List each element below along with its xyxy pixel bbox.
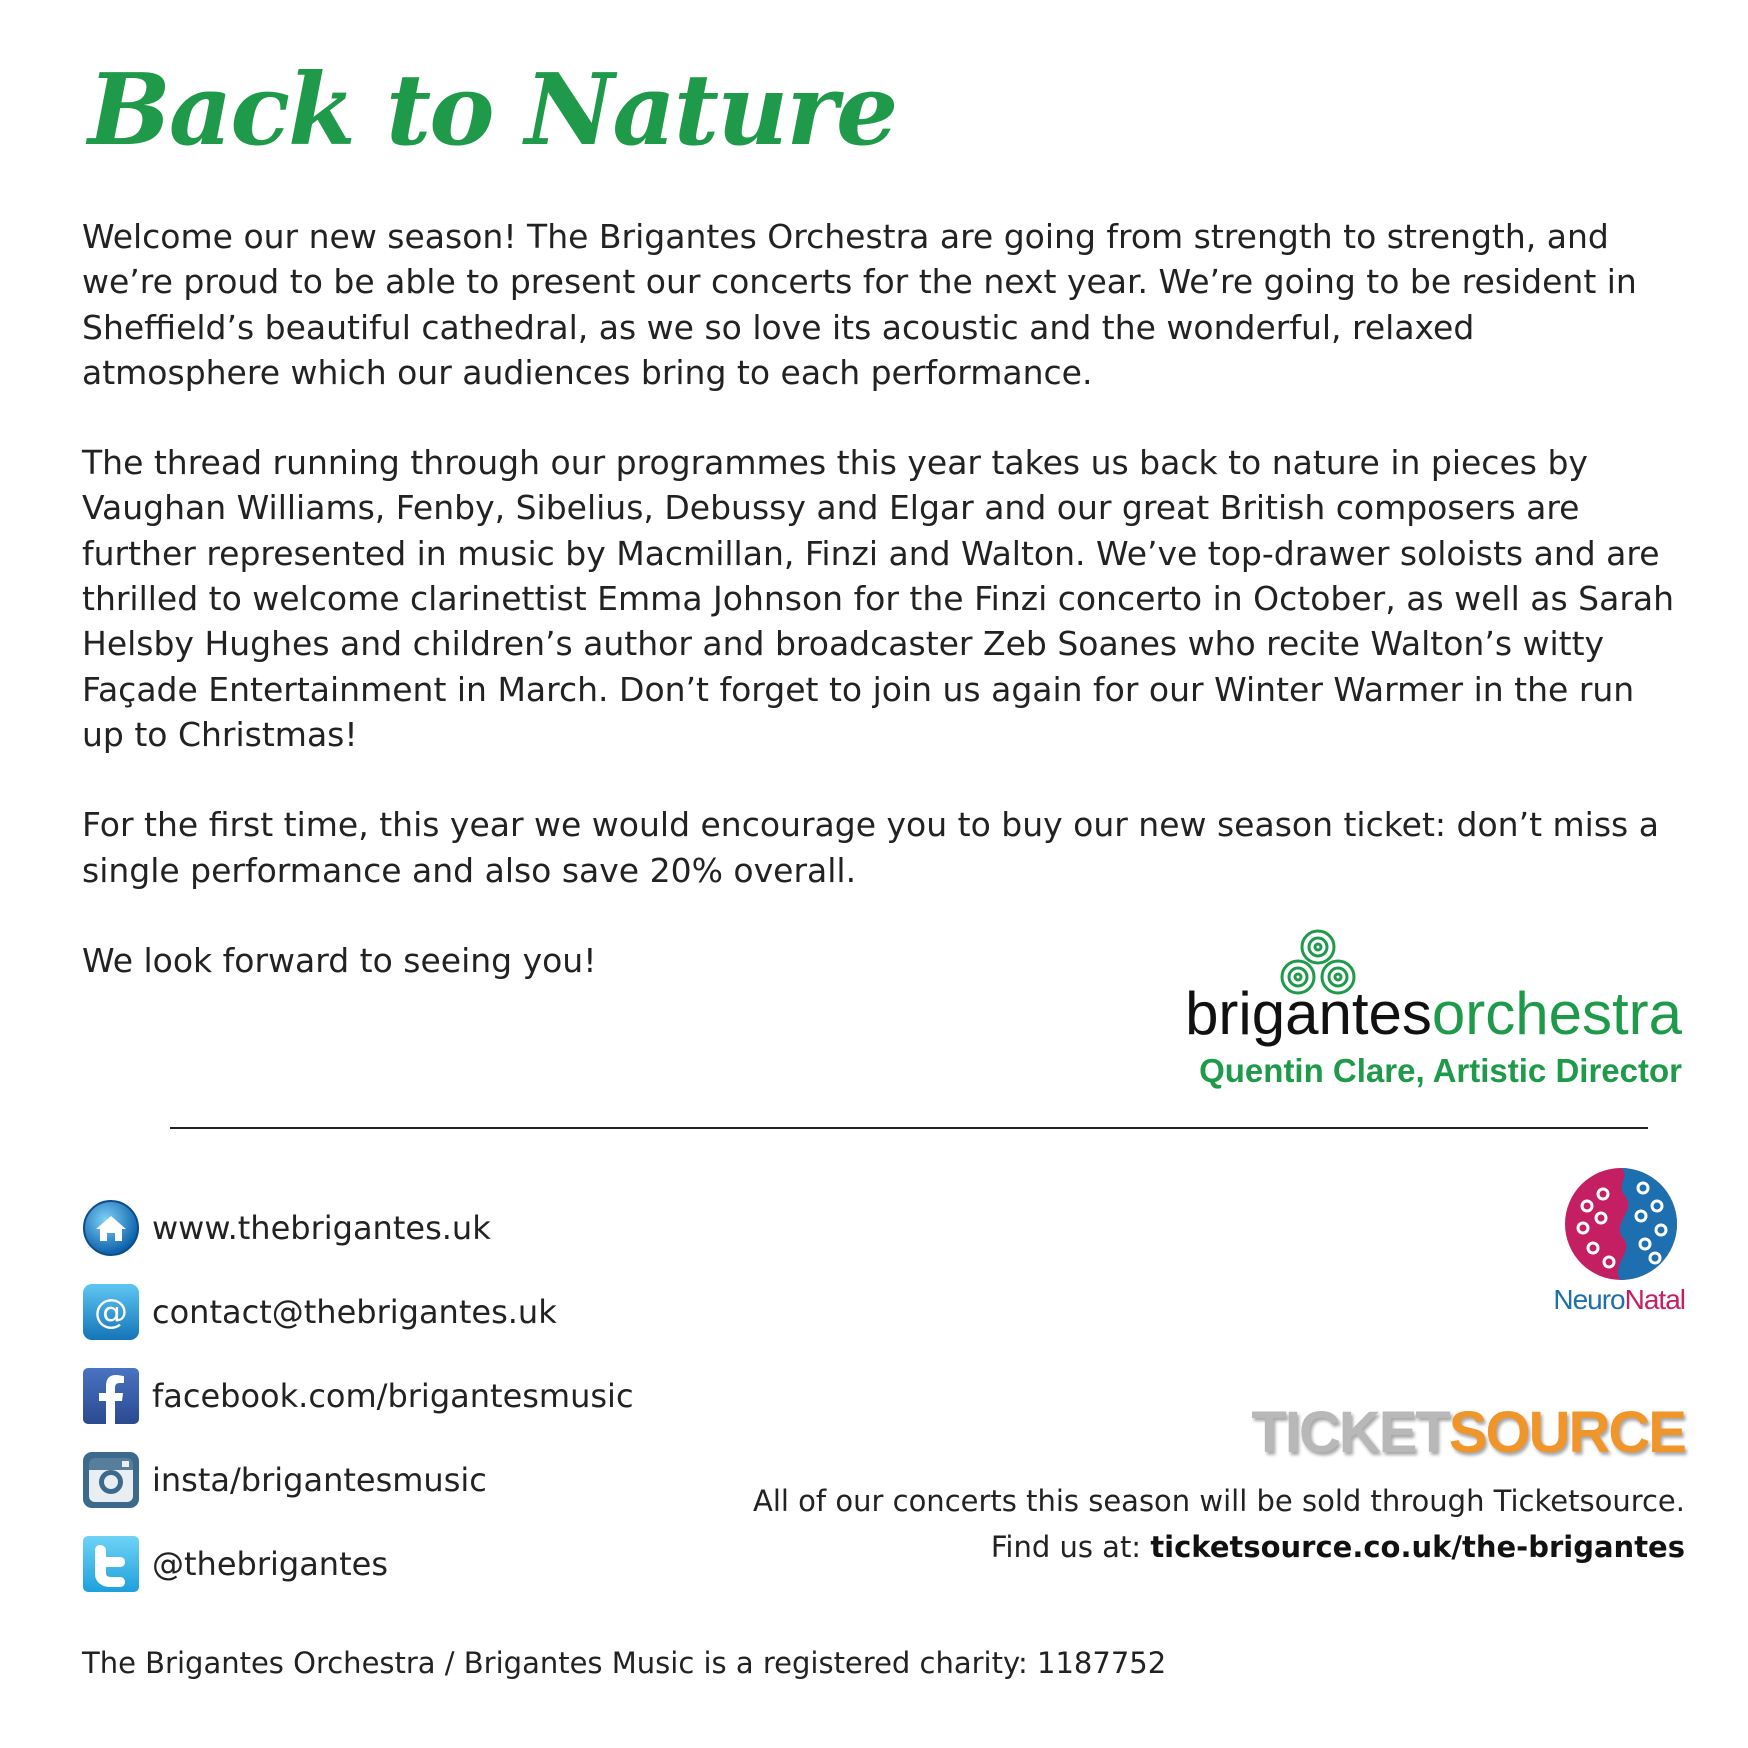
facebook-icon [82, 1367, 140, 1425]
page-title: Back to Nature [88, 53, 897, 168]
instagram-icon [82, 1451, 140, 1509]
contact-twitter[interactable] [82, 1522, 634, 1606]
email-link[interactable]: contact@thebrigantes.uk [152, 1293, 557, 1331]
divider [170, 1127, 1648, 1129]
artistic-director: Quentin Clare, Artistic Director [1199, 1052, 1682, 1089]
twitter-icon [82, 1535, 140, 1593]
website-link[interactable]: www.thebrigantes.uk [152, 1209, 491, 1247]
neuronatal-logo [1545, 1166, 1685, 1326]
ticketsource-logo [1251, 1400, 1685, 1465]
at-icon [82, 1283, 140, 1341]
ticketsource-wordmark-ticket: TICKET [1251, 1400, 1449, 1465]
paragraph-closing: We look forward to seeing you! [82, 940, 597, 980]
svg-text:@: @ [94, 1292, 128, 1332]
ticketsource-url-link[interactable]: ticketsource.co.uk/the-brigantes [1150, 1530, 1685, 1564]
contact-facebook[interactable] [82, 1354, 634, 1438]
contact-email[interactable] [82, 1270, 634, 1354]
ticketsource-note: All of our concerts this season will be sold through Ticketsource. [753, 1484, 1685, 1518]
facebook-link[interactable]: facebook.com/brigantesmusic [152, 1377, 634, 1415]
instagram-link[interactable]: insta/brigantesmusic [152, 1461, 487, 1499]
contact-website[interactable] [82, 1186, 634, 1270]
logo-wordmark [1185, 980, 1682, 1047]
neuronatal-wordmark-natal: Natal [1624, 1284, 1685, 1315]
contact-list [82, 1186, 634, 1606]
ticketsource-wordmark-source: SOURCE [1448, 1400, 1685, 1465]
find-us-prefix: Find us at: [990, 1530, 1151, 1564]
neuronatal-wordmark [1545, 1284, 1685, 1316]
twitter-handle[interactable]: @thebrigantes [152, 1545, 388, 1583]
ticketsource-find-line [991, 1530, 1685, 1564]
paragraph-programme: The thread running through our programmes this year takes us back to nature in pieces by Vaughan Williams, Fenby, Sibelius, Debussy and Elgar and our great British composers are further represented in music by Macmillan, Finzi and Walton. We’ve top-drawer soloists and are thrilled to welcome clarinettist Emma Johnson for the Finzi concerto in October, as well as Sarah Helsby Hughes and children’s author and broadcaster Zeb Soanes who recite Walton’s witty Façade Entertainment in March. Don’t forget to join us again for our Winter Warmer in the run up to Christmas! [82, 443, 1675, 754]
home-icon [82, 1199, 140, 1257]
charity-notice: The Brigantes Orchestra / Brigantes Music is a registered charity: 1187752 [82, 1646, 1167, 1680]
neuronatal-wordmark-neuro: Neuro [1553, 1284, 1625, 1315]
contact-instagram[interactable] [82, 1438, 634, 1522]
logo-wordmark-orchestra: orchestra [1431, 980, 1682, 1047]
logo-wordmark-brigantes: brigantes [1185, 980, 1432, 1047]
paragraph-season-ticket: For the first time, this year we would encourage you to buy our new season ticket: don’t miss a single performance and also save 20% overall. [82, 805, 1659, 890]
paragraph-welcome: Welcome our new season! The Brigantes Orchestra are going from strength to strength, and we’re proud to be able to present our concerts for the next year. We’re going to be resident in Sheffield’s beautiful cathedral, as we so love its acoustic and the wonderful, relaxed atmosphere which our audiences bring to each performance. [82, 217, 1637, 392]
intro-text [82, 214, 1682, 1028]
brigantes-orchestra-logo [1082, 928, 1682, 1108]
neuronatal-emblem-icon [1545, 1166, 1685, 1284]
